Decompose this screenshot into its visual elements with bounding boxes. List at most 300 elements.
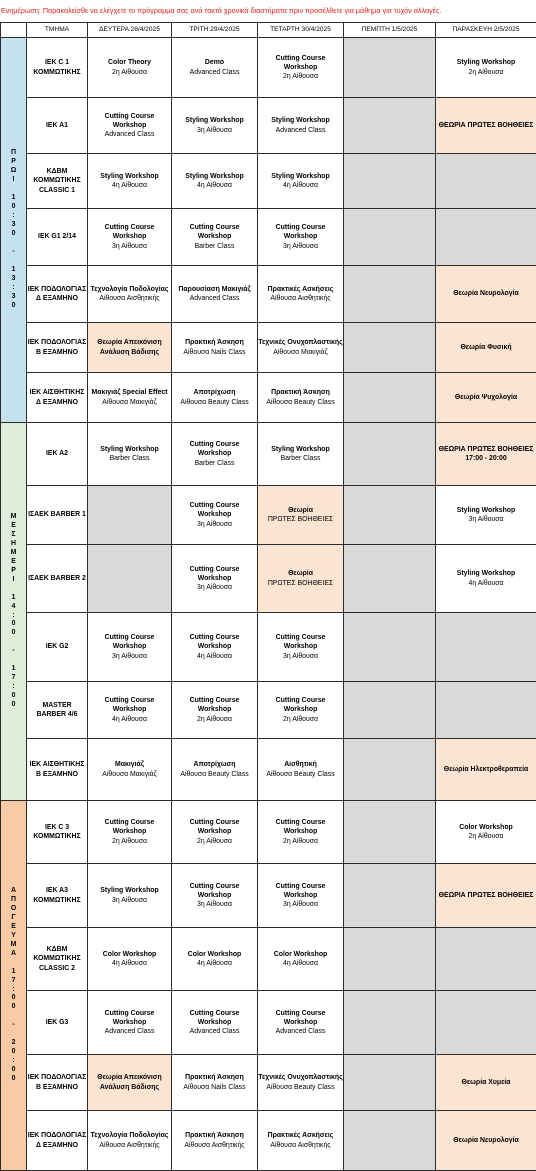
class-slot: [172, 682, 258, 739]
class-slot: [436, 864, 536, 928]
empty-slot: [436, 613, 536, 682]
class-slot: [88, 682, 172, 739]
class-title: ΘΕΩΡΙΑ ΠΡΩΤΕΣ ΒΟΗΘΕΙΕΣ: [436, 121, 536, 130]
class-title: Styling Workshop: [172, 116, 257, 125]
empty-slot: [344, 38, 436, 98]
class-slot: [172, 991, 258, 1055]
group-name: ΙΕΚ G3: [27, 991, 88, 1055]
class-title: Μακιγιάζ Special Effect: [88, 388, 171, 397]
empty-slot: [88, 545, 172, 613]
class-slot: [172, 38, 258, 98]
class-title: Πρακτική Άσκηση: [172, 338, 257, 347]
class-slot: [436, 423, 536, 486]
period-char: Ε: [1, 923, 26, 932]
class-title: Cutting Course Workshop: [172, 633, 257, 652]
class-slot: [172, 864, 258, 928]
period-label-orange: [1, 801, 27, 1171]
class-title: Cutting Course Workshop: [88, 1009, 171, 1028]
class-room: 2η Αίθουσα: [258, 837, 343, 846]
class-slot: [88, 739, 172, 801]
class-slot: [88, 209, 172, 266]
class-room: 3η Αίθουσα: [258, 242, 343, 251]
empty-slot: [344, 682, 436, 739]
class-slot: [88, 266, 172, 323]
class-slot: [436, 545, 536, 613]
class-title: Παρουσίαση Μακιγιάζ: [172, 285, 257, 294]
class-title: Cutting Course Workshop: [88, 818, 171, 837]
empty-slot: [344, 423, 436, 486]
class-title: Πρακτική Άσκηση: [258, 388, 343, 397]
table-row: [1, 98, 536, 154]
class-slot: [258, 209, 344, 266]
class-slot: [88, 423, 172, 486]
class-room: Advanced Class: [258, 1027, 343, 1036]
class-title: Πρακτικές Ασκήσεις: [258, 1131, 343, 1140]
class-slot: [258, 545, 344, 613]
class-slot: [258, 864, 344, 928]
class-slot: [172, 323, 258, 373]
table-row: [1, 991, 536, 1055]
class-room: Barber Class: [172, 242, 257, 251]
header-cell: ΠΑΡΑΣΚΕΥΗ 2/5/2025: [436, 23, 536, 38]
class-title: Θεωρία Ψυχολογία: [436, 393, 536, 402]
class-room: 4η Αίθουσα: [436, 579, 536, 588]
period-char: Η: [1, 540, 26, 549]
table-row: [1, 323, 536, 373]
class-slot: [172, 928, 258, 991]
group-name: ΙΕΚ Α1: [27, 98, 88, 154]
period-char: Ω: [1, 167, 26, 176]
period-char: 0: [1, 203, 26, 212]
class-slot: [258, 98, 344, 154]
table-row: [1, 613, 536, 682]
class-title: Styling Workshop: [258, 445, 343, 454]
class-title: ΘΕΩΡΙΑ ΠΡΩΤΕΣ ΒΟΗΘΕΙΕΣ: [436, 891, 536, 900]
period-char: 0: [1, 701, 26, 710]
class-room: Barber Class: [88, 454, 171, 463]
class-room: Αίθουσα Αισθητικής: [88, 1141, 171, 1150]
class-room: 3η Αίθουσα: [88, 242, 171, 251]
class-slot: [258, 801, 344, 864]
period-char: -: [1, 248, 26, 257]
class-slot: [172, 1055, 258, 1111]
class-room: 2η Αίθουσα: [436, 68, 536, 77]
class-room: 3η Αίθουσα: [172, 583, 257, 592]
class-title: Cutting Course Workshop: [258, 223, 343, 242]
group-name: ΙΕΚ C 3 ΚΟΜΜΩΤΙΚΗΣ: [27, 801, 88, 864]
class-room: Αίθουσα Αισθητικής: [258, 294, 343, 303]
update-notice: Ενημέρωση: Παρακαλείσθε να ελέγχετε το πρόγραμμα σας ανά τακτά χρονικά διαστήματα πριν προσέλθετε για μάθημα για τυχόν αλλαγές.: [0, 0, 536, 22]
class-title: Cutting Course Workshop: [172, 565, 257, 584]
table-row: [1, 373, 536, 423]
table-row: [1, 1111, 536, 1171]
class-room: Advanced Class: [88, 130, 171, 139]
class-title: Cutting Course Workshop: [172, 501, 257, 520]
class-title: Cutting Course Workshop: [88, 633, 171, 652]
class-title: Cutting Course Workshop: [258, 818, 343, 837]
class-room: 3η Αίθουσα: [258, 652, 343, 661]
class-title: Color Workshop: [172, 950, 257, 959]
class-title: Styling Workshop: [436, 506, 536, 515]
class-room: Αίθουσα Nails Class: [172, 1083, 257, 1092]
period-char: :: [1, 1057, 26, 1066]
class-slot: [88, 38, 172, 98]
period-char: 0: [1, 302, 26, 311]
class-slot: [172, 209, 258, 266]
period-char: 0: [1, 994, 26, 1003]
period-char: :: [1, 212, 26, 221]
empty-slot: [436, 991, 536, 1055]
class-title: Τεχνικές Ονυχοπλαστικής: [258, 338, 343, 347]
period-char: 3: [1, 275, 26, 284]
period-char: 7: [1, 977, 26, 986]
empty-slot: [344, 486, 436, 545]
class-room: ΠΡΩΤΕΣ ΒΟΗΘΕΙΕΣ: [258, 515, 343, 524]
class-room: 4η Αίθουσα: [88, 959, 171, 968]
group-name: ΙΕΚ G2: [27, 613, 88, 682]
class-slot: [258, 38, 344, 98]
class-room: Αίθουσα Beauty Class: [172, 398, 257, 407]
group-name: ΙΕΚ ΑΙΣΘΗΤΙΚΗΣ Β ΕΞΑΜΗΝΟ: [27, 739, 88, 801]
class-slot: [436, 739, 536, 801]
period-char: 3: [1, 293, 26, 302]
table-row: [1, 801, 536, 864]
period-char: [1, 638, 26, 647]
empty-slot: [436, 209, 536, 266]
class-slot: [172, 1111, 258, 1171]
class-room: 2η Αίθουσα: [88, 68, 171, 77]
class-room: Αίθουσα Beauty Class: [258, 1083, 343, 1092]
class-room: 4η Αίθουσα: [258, 959, 343, 968]
header-corner: [1, 23, 27, 38]
class-slot: [436, 1111, 536, 1171]
class-title: Styling Workshop: [172, 172, 257, 181]
period-char: 4: [1, 603, 26, 612]
class-title: Μακιγιάζ: [88, 760, 171, 769]
class-title: Cutting Course Workshop: [88, 696, 171, 715]
class-title: Αποτρίχωση: [172, 760, 257, 769]
class-slot: [436, 486, 536, 545]
table-row: [1, 928, 536, 991]
empty-slot: [344, 323, 436, 373]
table-row: [1, 423, 536, 486]
class-title: Θεωρία Απεικόνιση Ανάλυση Βάδισης: [88, 1073, 171, 1092]
class-slot: [258, 928, 344, 991]
empty-slot: [344, 613, 436, 682]
class-title: Cutting Course Workshop: [258, 882, 343, 901]
period-char: Α: [1, 950, 26, 959]
period-char: [1, 656, 26, 665]
class-title: Cutting Course Workshop: [88, 112, 171, 131]
class-slot: [172, 739, 258, 801]
period-char: [1, 1030, 26, 1039]
table-row: [1, 1055, 536, 1111]
class-slot: [88, 991, 172, 1055]
class-room: 2η Αίθουσα: [172, 715, 257, 724]
class-title: Θεωρία Ηλεκτροθεραπεία: [436, 765, 536, 774]
empty-slot: [344, 928, 436, 991]
table-row: [1, 209, 536, 266]
empty-slot: [344, 739, 436, 801]
class-room: Αίθουσα Beauty Class: [258, 398, 343, 407]
class-slot: [172, 486, 258, 545]
period-char: Γ: [1, 914, 26, 923]
class-room: 4η Αίθουσα: [258, 181, 343, 190]
group-name: ΙΕΚ C 1 ΚΟΜΜΩΤΙΚΗΣ: [27, 38, 88, 98]
class-room: Barber Class: [172, 459, 257, 468]
class-title: Τεχνικές Ονυχοπλαστικής: [258, 1073, 343, 1082]
class-room: Advanced Class: [172, 294, 257, 303]
class-title: Θεωρία Νευρολογία: [436, 1136, 536, 1145]
class-title: Cutting Course Workshop: [172, 223, 257, 242]
period-char: 0: [1, 1048, 26, 1057]
period-char: 0: [1, 620, 26, 629]
class-title: Θεωρία Φυσική: [436, 343, 536, 352]
period-char: 0: [1, 1003, 26, 1012]
class-title: Πρακτική Άσκηση: [172, 1073, 257, 1082]
group-name: ΙΣΑΕΚ BARBER 2: [27, 545, 88, 613]
period-char: 0: [1, 629, 26, 638]
class-title: Styling Workshop: [88, 172, 171, 181]
class-slot: [258, 486, 344, 545]
class-room: Αίθουσα Beauty Class: [258, 770, 343, 779]
class-room: 4η Αίθουσα: [172, 959, 257, 968]
class-title: Θεωρία Χυμεία: [436, 1078, 536, 1087]
class-title: Cutting Course Workshop: [258, 633, 343, 652]
class-room: Αίθουσα Αισθητικής: [172, 1141, 257, 1150]
group-name: ΙΕΚ ΠΟΔΟΛΟΓΙΑΣ Β ΕΞΑΜΗΝΟ: [27, 323, 88, 373]
group-name: ΙΣΑΕΚ BARBER 1: [27, 486, 88, 545]
class-title: Cutting Course Workshop: [172, 440, 257, 459]
period-char: [1, 959, 26, 968]
period-char: Μ: [1, 941, 26, 950]
period-char: 0: [1, 1075, 26, 1084]
period-char: Ρ: [1, 158, 26, 167]
group-name: MASTER BARBER 4/6: [27, 682, 88, 739]
class-slot: [258, 991, 344, 1055]
class-title: ΘΕΩΡΙΑ ΠΡΩΤΕΣ ΒΟΗΘΕΙΕΣ 17:00 - 20:00: [436, 445, 536, 464]
period-char: Υ: [1, 932, 26, 941]
class-title: Cutting Course Workshop: [88, 223, 171, 242]
class-title: Color Workshop: [258, 950, 343, 959]
class-slot: [88, 801, 172, 864]
class-title: Θεωρία Νευρολογία: [436, 289, 536, 298]
period-char: Ε: [1, 558, 26, 567]
header-cell: ΤΕΤΑΡΤΗ 30/4/2025: [258, 23, 344, 38]
period-char: :: [1, 284, 26, 293]
period-char: Ρ: [1, 567, 26, 576]
class-title: Αποτρίχωση: [172, 388, 257, 397]
class-room: Αίθουσα Nails Class: [172, 348, 257, 357]
class-slot: [436, 373, 536, 423]
empty-slot: [344, 1111, 436, 1171]
class-title: Styling Workshop: [88, 886, 171, 895]
class-slot: [88, 864, 172, 928]
period-char: [1, 185, 26, 194]
class-slot: [88, 373, 172, 423]
class-room: Αίθουσα Αισθητικής: [88, 294, 171, 303]
class-slot: [88, 1111, 172, 1171]
class-slot: [258, 423, 344, 486]
class-title: Styling Workshop: [258, 172, 343, 181]
class-room: 3η Αίθουσα: [172, 900, 257, 909]
period-char: Σ: [1, 531, 26, 540]
class-room: 3η Αίθουσα: [172, 520, 257, 529]
class-room: 4η Αίθουσα: [172, 181, 257, 190]
class-title: Color Theory: [88, 58, 171, 67]
period-char: 0: [1, 230, 26, 239]
class-room: Αίθουσα Μακιγιάζ: [88, 770, 171, 779]
class-slot: [436, 266, 536, 323]
empty-slot: [344, 154, 436, 209]
class-slot: [172, 154, 258, 209]
class-slot: [172, 98, 258, 154]
period-label-blue: [1, 38, 27, 423]
group-name: ΙΕΚ ΑΙΣΘΗΤΙΚΗΣ Δ ΕΞΑΜΗΝΟ: [27, 373, 88, 423]
class-slot: [258, 613, 344, 682]
class-slot: [172, 266, 258, 323]
class-slot: [258, 323, 344, 373]
class-slot: [258, 739, 344, 801]
class-room: 3η Αίθουσα: [88, 652, 171, 661]
class-slot: [172, 423, 258, 486]
class-slot: [258, 154, 344, 209]
class-room: 4η Αίθουσα: [88, 715, 171, 724]
class-title: Θεωρία: [258, 506, 343, 515]
class-room: Barber Class: [258, 454, 343, 463]
empty-slot: [344, 545, 436, 613]
period-char: :: [1, 986, 26, 995]
header-cell: ΔΕΥΤΕΡΑ 28/4/2025: [88, 23, 172, 38]
class-slot: [88, 613, 172, 682]
period-char: Ε: [1, 522, 26, 531]
class-room: 3η Αίθουσα: [172, 126, 257, 135]
period-char: 2: [1, 1039, 26, 1048]
period-char: 1: [1, 194, 26, 203]
empty-slot: [436, 682, 536, 739]
class-title: Cutting Course Workshop: [172, 696, 257, 715]
period-char: :: [1, 612, 26, 621]
group-name: ΚΔΒΜ ΚΟΜΜΩΤΙΚΗΣ CLASSIC 2: [27, 928, 88, 991]
class-slot: [172, 801, 258, 864]
period-char: 3: [1, 221, 26, 230]
period-char: :: [1, 683, 26, 692]
class-slot: [436, 801, 536, 864]
table-row: [1, 38, 536, 98]
period-char: Μ: [1, 549, 26, 558]
class-slot: [172, 613, 258, 682]
class-room: Αίθουσα Beauty Class: [172, 770, 257, 779]
class-room: 2η Αίθουσα: [436, 832, 536, 841]
class-slot: [258, 682, 344, 739]
group-name: ΙΕΚ ΠΟΔΟΛΟΓΙΑΣ Δ ΕΞΑΜΗΝΟ: [27, 266, 88, 323]
class-room: Αίθουσα Αισθητικής: [258, 1141, 343, 1150]
class-room: Αίθουσα Μακιγιάζ: [88, 398, 171, 407]
empty-slot: [436, 154, 536, 209]
period-char: 1: [1, 266, 26, 275]
class-room: Advanced Class: [88, 1027, 171, 1036]
class-room: ΠΡΩΤΕΣ ΒΟΗΘΕΙΕΣ: [258, 579, 343, 588]
empty-slot: [344, 1055, 436, 1111]
header-cell: ΤΡΙΤΗ 29/4/2025: [172, 23, 258, 38]
class-title: Θεωρία Απεικόνιση Ανάλυση Βάδισης: [88, 338, 171, 357]
class-title: Cutting Course Workshop: [258, 54, 343, 73]
class-room: 2η Αίθουσα: [258, 72, 343, 81]
class-room: Αίθουσα Μακιγιάζ: [258, 348, 343, 357]
empty-slot: [344, 991, 436, 1055]
class-title: Styling Workshop: [258, 116, 343, 125]
class-slot: [172, 545, 258, 613]
period-char: Α: [1, 887, 26, 896]
class-title: Cutting Course Workshop: [172, 1009, 257, 1028]
period-char: -: [1, 1021, 26, 1030]
class-room: Advanced Class: [172, 68, 257, 77]
class-room: 2η Αίθουσα: [172, 837, 257, 846]
class-slot: [88, 154, 172, 209]
class-room: Advanced Class: [172, 1027, 257, 1036]
empty-slot: [344, 373, 436, 423]
class-slot: [88, 1055, 172, 1111]
schedule-table: [0, 22, 536, 1171]
empty-slot: [344, 98, 436, 154]
class-title: Cutting Course Workshop: [258, 1009, 343, 1028]
class-room: 2η Αίθουσα: [258, 715, 343, 724]
table-row: [1, 682, 536, 739]
class-slot: [88, 928, 172, 991]
period-char: 1: [1, 665, 26, 674]
empty-slot: [344, 864, 436, 928]
class-room: 3η Αίθουσα: [258, 900, 343, 909]
group-name: ΚΔΒΜ ΚΟΜΜΩΤΙΚΗΣ CLASSIC 1: [27, 154, 88, 209]
class-room: 4η Αίθουσα: [172, 652, 257, 661]
class-title: Πρακτική Άσκηση: [172, 1131, 257, 1140]
empty-slot: [344, 266, 436, 323]
period-char: 7: [1, 674, 26, 683]
class-title: Cutting Course Workshop: [172, 818, 257, 837]
class-title: Color Workshop: [436, 823, 536, 832]
period-char: Ο: [1, 905, 26, 914]
table-row: [1, 864, 536, 928]
class-room: 3η Αίθουσα: [436, 515, 536, 524]
table-row: [1, 739, 536, 801]
table-row: [1, 486, 536, 545]
period-char: 1: [1, 594, 26, 603]
class-title: Θεωρία: [258, 569, 343, 578]
class-title: Styling Workshop: [436, 569, 536, 578]
class-slot: [88, 98, 172, 154]
class-slot: [436, 1055, 536, 1111]
class-slot: [258, 266, 344, 323]
table-row: [1, 154, 536, 209]
class-slot: [258, 1111, 344, 1171]
period-char: 1: [1, 968, 26, 977]
class-slot: [88, 323, 172, 373]
group-name: ΙΕΚ Α3 ΚΟΜΜΩΤΙΚΗΣ: [27, 864, 88, 928]
period-char: [1, 239, 26, 248]
class-slot: [436, 38, 536, 98]
class-slot: [258, 373, 344, 423]
empty-slot: [344, 801, 436, 864]
period-char: [1, 257, 26, 266]
class-room: 2η Αίθουσα: [88, 837, 171, 846]
class-title: Cutting Course Workshop: [258, 696, 343, 715]
period-char: Π: [1, 896, 26, 905]
group-name: ΙΕΚ ΠΟΔΟΛΟΓΙΑΣ Β ΕΞΑΜΗΝΟ: [27, 1055, 88, 1111]
empty-slot: [88, 486, 172, 545]
table-row: [1, 266, 536, 323]
table-row: [1, 545, 536, 613]
class-title: Πρακτικές Ασκήσεις: [258, 285, 343, 294]
